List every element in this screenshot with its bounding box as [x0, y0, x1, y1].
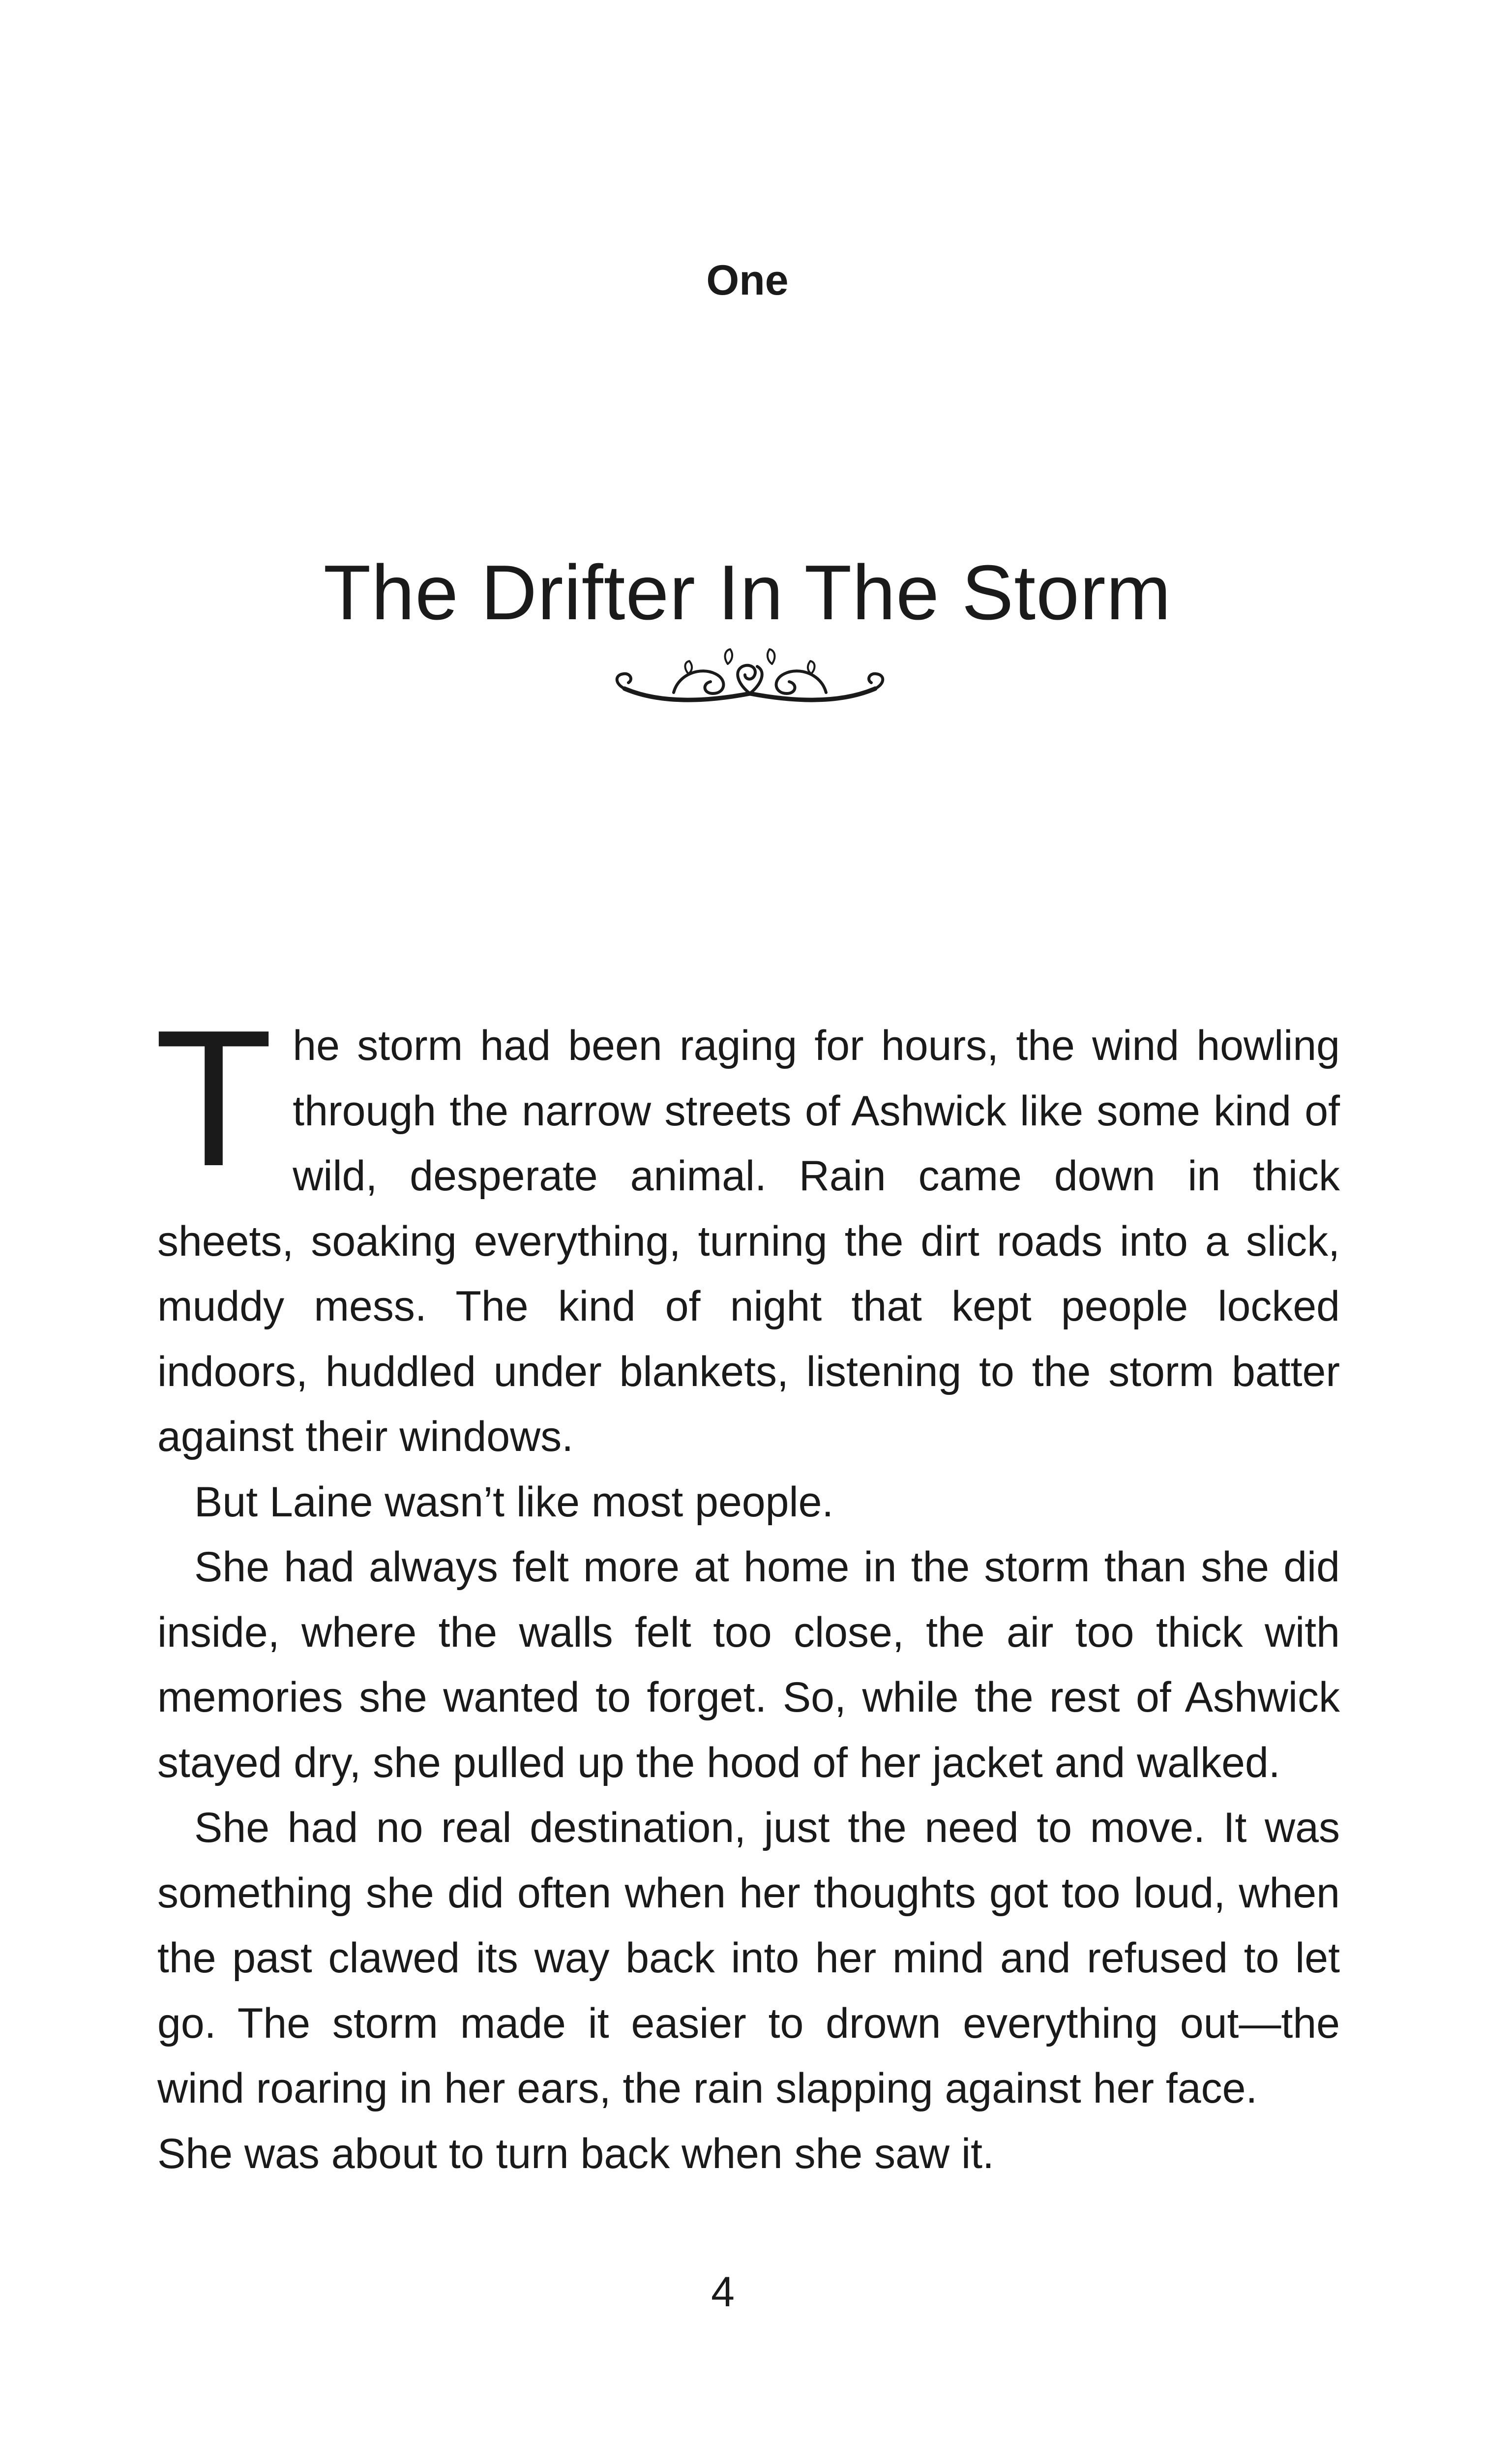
paragraph-1-text: he storm had been raging for hours, the wind howling through the narrow streets of Ashwick like some kind of wild, desperate animal. Rain came down in thick sheets, soaking everything, turning the dirt roads into a slick, muddy mess. The kind of night that kept people locked indoors, huddled under blankets, listening to the storm batter against their windows. — [157, 1022, 1340, 1460]
chapter-body — [154, 989, 1340, 2186]
paragraph-1 — [154, 989, 1340, 1470]
chapter-number: One — [706, 257, 789, 304]
paragraph-4: She had no real destination, just the need to move. It was something she did often when her thoughts got too loud, when the past clawed its way back into her mind and refused to let go. The storm made it easier to drown everything out—the wind roaring in her ears, the rain slapping against her face. — [157, 1804, 1340, 2112]
paragraph-3: She had always felt more at home in the storm than she did inside, where the walls felt too close, the air too thick with memories she wanted to forget. So, while the rest of Ashwick stayed dry, she pulled up the hood of her jacket and walked. — [157, 1543, 1340, 1786]
flourish-divider-icon — [605, 644, 895, 723]
paragraph-5: She was about to turn back when she saw it. — [157, 2130, 994, 2177]
drop-cap: T — [154, 989, 273, 1206]
page-number: 4 — [711, 2268, 735, 2316]
chapter-title: The Drifter In The Storm — [323, 549, 1172, 636]
paragraph-2: But Laine wasn’t like most people. — [194, 1478, 834, 1526]
